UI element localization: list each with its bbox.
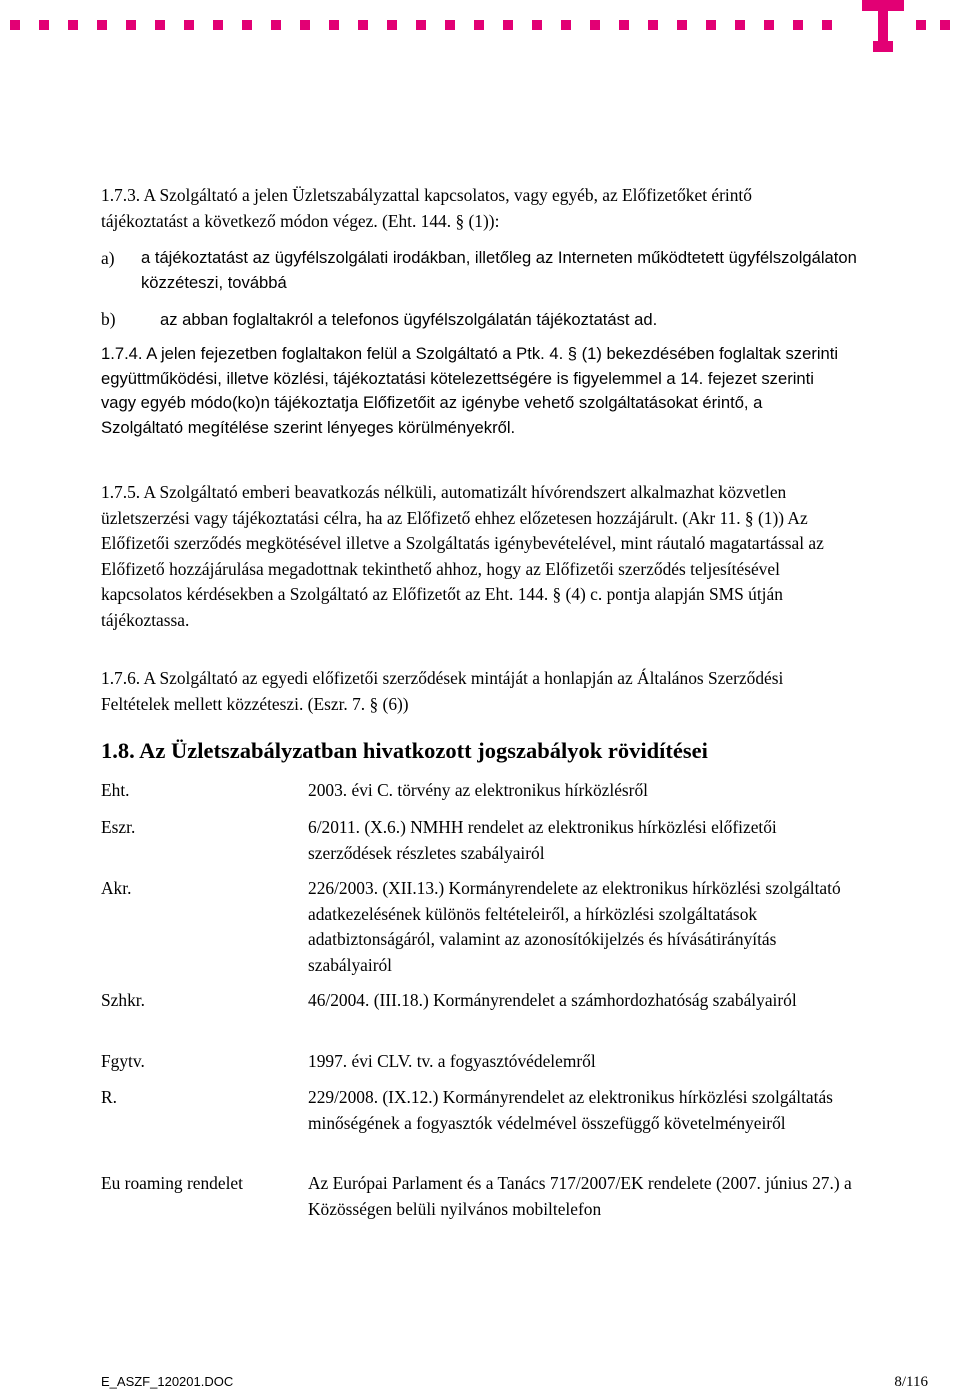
brand-dot-strip-right [916,20,960,30]
section-1-7-3-text: 1.7.3. A Szolgáltató a jelen Üzletszabályzattal kapcsolatos, vagy egyéb, az Előfizetőket érintő tájékoztatást a következő módon végez. (Eht. 144. § (1)): [101,185,752,231]
section-1-7-4-text: 1.7.4. A jelen fejezetben foglaltakon felül a Szolgáltató a Ptk. 4. § (1) bekezdésében foglaltak szerinti együttműködési, illetve közlési, tájékoztatási kötelezettségére is figyelemmel a 14. fejezet szerinti vagy egyéb módo(ko)n tájékoztatja Előfizetőit az igénybe vehető szolgáltatásokat érintő, a Szolgáltató megítélése szerint lényeges körülményekről. [101,344,839,437]
footer-filename: E_ASZF_120201.DOC [101,1374,234,1389]
footer-page-number: 8/116 [894,1374,928,1390]
brand-dot-strip [0,20,840,30]
abbr-eszr: Eszr. [101,817,136,837]
section-1-7-6-text: 1.7.6. A Szolgáltató az egyedi előfizetői szerződések mintáját a honlapján az Általános Szerződési Feltételek mellett közzéteszi. (Eszr. 7. § (6)) [101,668,784,714]
def-eu-roaming: Az Európai Parlament és a Tanács 717/2007/EK rendelete (2007. június 27.) a Közösségen belüli nyilvános mobiltelefon [308,1173,852,1219]
abbr-eu-roaming: Eu roaming rendelet [101,1173,243,1193]
def-fgytv: 1997. évi CLV. tv. a fogyasztóvédelemről [308,1051,596,1071]
abbr-eht: Eht. [101,780,130,800]
list-marker-b: b) [101,309,116,329]
abbr-akr: Akr. [101,878,132,898]
def-szhkr: 46/2004. (III.18.) Kormányrendelet a számhordozhatóság szabályairól [308,990,797,1010]
abbr-szhkr: Szhkr. [101,990,145,1010]
def-r: 229/2008. (IX.12.) Kormányrendelet az elektronikus hírközlési szolgáltatás minőségének a fogyasztók védelmével összefüggő követelményeiről [308,1087,833,1133]
list-marker-a: a) [101,248,115,268]
def-eszr: 6/2011. (X.6.) NMHH rendelet az elektronikus hírközlési előfizetői szerződések részletes szabályairól [308,817,777,863]
def-eht: 2003. évi C. törvény az elektronikus hírközlésről [308,780,649,800]
list-item-b: az abban foglaltakról a telefonos ügyfélszolgálatán tájékoztatást ad. [160,310,658,329]
list-item-a: a tájékoztatást az ügyfélszolgálati irodákban, illetőleg az Interneten működtetett ügyfélszolgálaton közzéteszi, továbbá [141,248,857,292]
telekom-t-logo-icon [858,0,908,52]
abbr-r: R. [101,1087,117,1107]
abbr-fgytv: Fgytv. [101,1051,145,1071]
def-akr: 226/2003. (XII.13.) Kormányrendelete az elektronikus hírközlési szolgáltató adatkezelésének különös feltételeiről, a hírközlési szolgáltatások adatbiztonságáról, valamint az azonosítókijelzés és hívásátirányítás szabályairól [308,878,841,975]
section-1-7-5-text: 1.7.5. A Szolgáltató emberi beavatkozás nélküli, automatizált hívórendszert alkalmazhat közvetlen üzletszerzési vagy tájékoztatási célra, ha az Előfizető ehhez előzetesen hozzájárult. (Akr 11. § (1)) Az Előfizetői szerződés megkötésével illetve a Szolgáltatás igénybevételével, mint ráutaló magatartással az Előfizető hozzájárulása megadottnak tekinthető ahhoz, hogy az Előfizetői szerződés teljesítésével kapcsolatos kérdésekben a Szolgáltató az Előfizetőt az Eht. 144. § (4) c. pontja alapján SMS útján tájékoztassa. [101,482,824,630]
section-1-8-heading: 1.8. Az Üzletszabályzatban hivatkozott jogszabályok rövidítései [101,738,708,763]
